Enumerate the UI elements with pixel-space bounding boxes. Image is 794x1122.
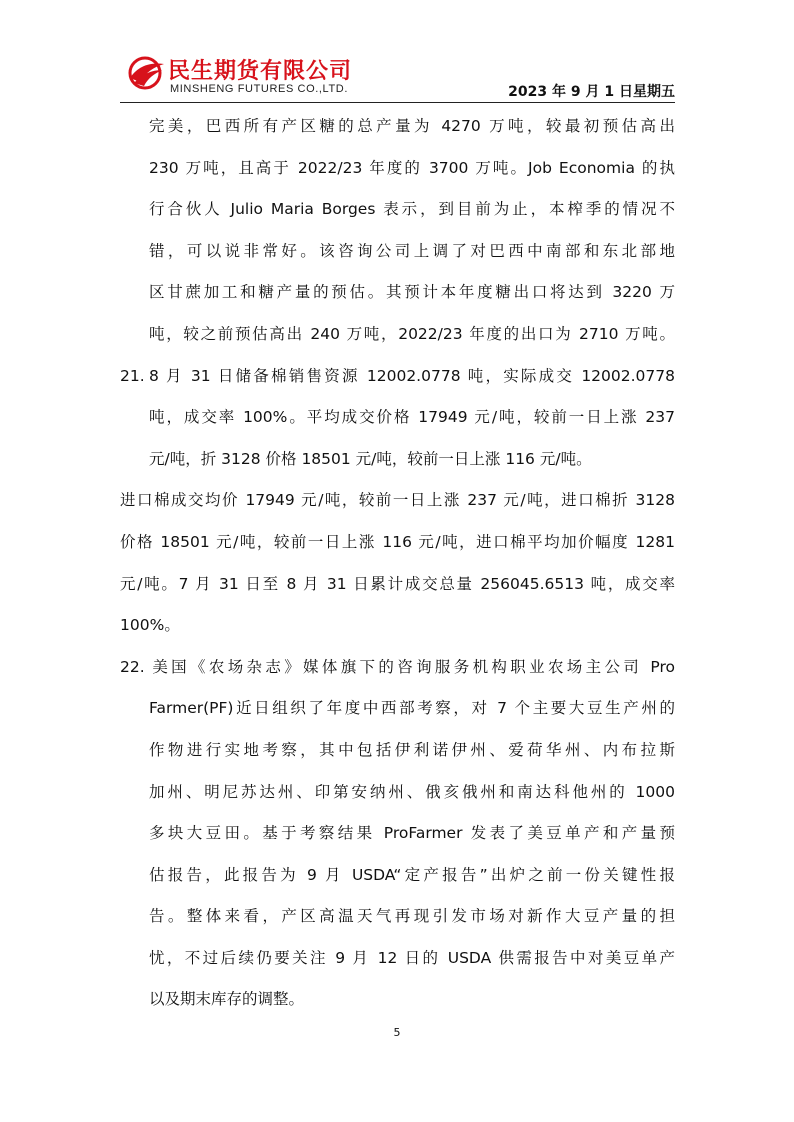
list-number: 21. (120, 366, 145, 385)
text-span: 8 月 31 日储备棉销售资源 12002.0778 吨，实际成交 12002.0778 (149, 366, 675, 385)
text-line: 估报告，此报告为 9 月 USDA“定产报告”出炉之前一份关键性报 (149, 865, 675, 884)
text-line: 区甘蔗加工和糖产量的预估。其预计本年度糖出口将达到 3220 万 (149, 283, 675, 302)
text-line: 忧，不过后续仍要关注 9 月 12 日的 USDA 供需报告中对美豆单产 (149, 948, 675, 967)
header-rule (120, 102, 675, 103)
list-item-21 (120, 356, 675, 481)
text-line: 230 万吨，且高于 2022/23 年度的 3700 万吨。Job Economia 的执 (149, 158, 675, 177)
text-line (120, 356, 675, 398)
page-header (120, 50, 675, 104)
continued-paragraph (120, 106, 675, 356)
text-line: 100%。 (120, 616, 180, 635)
text-line: 错，可以说非常好。该咨询公司上调了对巴西中南部和东北部地 (149, 241, 675, 260)
text-line: 作物进行实地考察，其中包括伊利诺伊州、爱荷华州、内布拉斯 (149, 740, 675, 759)
report-date: 2023 年 9 月 1 日星期五 (508, 84, 675, 100)
text-line (120, 647, 675, 689)
company-logo (120, 50, 360, 100)
text-line: 加州、明尼苏达州、印第安纳州、俄亥俄州和南达科他州的 1000 (149, 782, 675, 801)
text-line: 行合伙人 Julio Maria Borges 表示，到目前为止，本榨季的情况不 (149, 200, 675, 219)
text-line: 告。整体来看，产区高温天气再现引发市场对新作大豆产量的担 (149, 907, 675, 926)
text-span: 美国《农场杂志》媒体旗下的咨询服务机构职业农场主公司 Pro (149, 657, 675, 676)
minsheng-logo-icon (124, 56, 166, 90)
text-line: 元/吨，折 3128 价格 18501 元/吨，较前一日上涨 116 元/吨。 (149, 449, 592, 468)
list-number: 22. (120, 657, 145, 676)
document-body (120, 106, 675, 1021)
import-cotton-paragraph (120, 480, 675, 646)
logo-chinese-name: 民生期货有限公司 (168, 59, 353, 84)
text-line: 以及期末库存的调整。 (149, 990, 305, 1009)
text-line: 价格 18501 元/吨，较前一日上涨 116 元/吨，进口棉平均加价幅度 1281 (120, 532, 675, 551)
logo-english-name: MINSHENG FUTURES CO.,LTD. (170, 83, 348, 95)
text-line: Farmer(PF)近日组织了年度中西部考察，对 7 个主要大豆生产州的 (149, 699, 675, 718)
page-number: 5 (393, 1026, 401, 1039)
text-line: 完美，巴西所有产区糖的总产量为 4270 万吨，较最初预估高出 (149, 117, 675, 135)
list-item-22 (120, 647, 675, 1021)
text-line: 进口棉成交均价 17949 元/吨，较前一日上涨 237 元/吨，进口棉折 3128 (120, 491, 675, 510)
text-line: 元/吨。7 月 31 日至 8 月 31 日累计成交总量 256045.6513 吨，成交率 (120, 574, 675, 593)
text-line: 吨，较之前预估高出 240 万吨，2022/23 年度的出口为 2710 万吨。 (149, 324, 675, 343)
text-line: 多块大豆田。基于考察结果 ProFarmer 发表了美豆单产和产量预 (149, 824, 675, 843)
text-line: 吨，成交率 100%。平均成交价格 17949 元/吨，较前一日上涨 237 (149, 408, 675, 427)
